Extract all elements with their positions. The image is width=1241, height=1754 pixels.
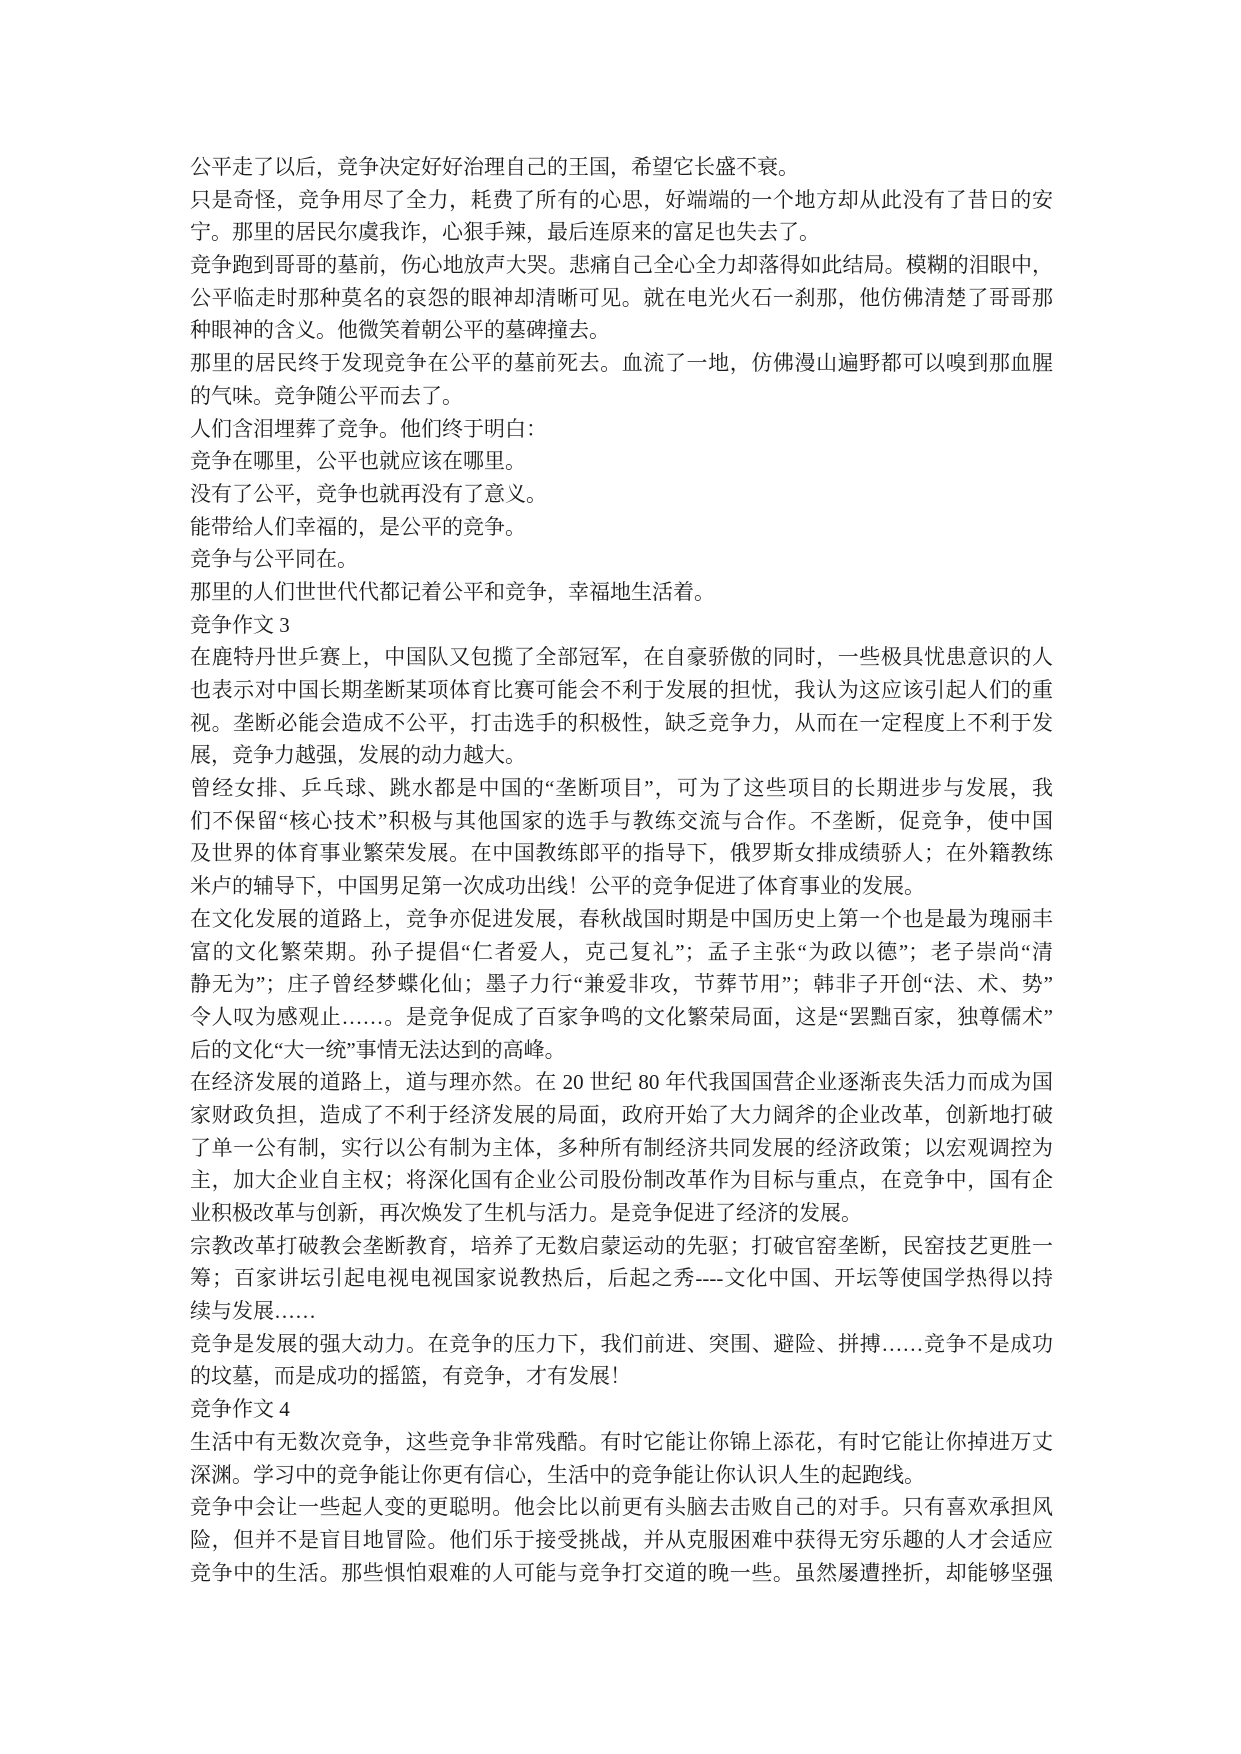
text-line: 的气味。竞争随公平而去了。 [190,383,463,408]
text-line: 视。垄断必能会造成不公平，打击选手的积极性，缺乏竞争力，从而在一定程度上不利于发 [190,710,1053,735]
text-line: 续与发展…… [190,1299,316,1324]
text-line: 及世界的体育事业繁荣发展。在中国教练郎平的指导下，俄罗斯女排成绩骄人；在外籍教练 [190,841,1053,866]
text-line: 生活中有无数次竞争，这些竞争非常残酷。有时它能让你锦上添花，有时它能让你掉进万丈 [190,1429,1053,1454]
text-line: 那里的人们世世代代都记着公平和竞争，幸福地生活着。 [190,579,715,604]
paragraph [190,249,1053,347]
text-line: 曾经女排、乒乓球、跳水都是中国的“垄断项目”，可为了这些项目的长期进步与发展，我 [190,776,1053,801]
paragraph [190,1491,1053,1589]
paragraph [190,1426,1053,1491]
paragraph [190,151,1053,184]
text-line: 竞争是发展的强大动力。在竞争的压力下，我们前进、突围、避险、拼搏……竞争不是成功 [190,1331,1053,1356]
text-line: 竞争跑到哥哥的墓前，伤心地放声大哭。悲痛自己全心全力却落得如此结局。模糊的泪眼中， [190,253,1053,278]
text-line: 竞争中的生活。那些惧怕艰难的人可能与竞争打交道的晚一些。虽然屡遭挫折，却能够坚强 [190,1560,1053,1585]
text-line: 在经济发展的道路上，道与理亦然。在 20 世纪 80 年代我国国营企业逐渐丧失活力而成为国 [190,1070,1053,1095]
text-line: 没有了公平，竞争也就再没有了意义。 [190,481,547,506]
text-line: 种眼神的含义。他微笑着朝公平的墓碑撞去。 [190,318,610,343]
text-line: 令人叹为感观止……。是竞争促成了百家争鸣的文化繁荣局面，这是“罢黜百家，独尊儒术” [190,1004,1053,1029]
text-line: 险，但并不是盲目地冒险。他们乐于接受挑战，并从克服困难中获得无穷乐趣的人才会适应 [190,1527,1053,1552]
paragraph [190,184,1053,249]
text-line: 了单一公有制，实行以公有制为主体，多种所有制经济共同发展的经济政策；以宏观调控为 [190,1135,1053,1160]
text-line: 公平走了以后，竞争决定好好治理自己的王国，希望它长盛不衰。 [190,155,799,179]
text-line: 竞争与公平同在。 [190,547,358,572]
text-line: 那里的居民终于发现竞争在公平的墓前死去。血流了一地，仿佛漫山遍野都可以嗅到那血腥 [190,351,1053,376]
paragraph [190,903,1053,1066]
paragraph [190,543,1053,576]
paragraph [190,1328,1053,1393]
text-line: 业积极改革与创新，再次焕发了生机与活力。是竞争促进了经济的发展。 [190,1201,862,1225]
text-line: 家财政负担，造成了不利于经济发展的局面，政府开始了大力阔斧的企业改革，创新地打破 [190,1102,1053,1127]
text-line: 竞争作文 4 [190,1397,290,1422]
text-line: 主，加大企业自主权；将深化国有企业公司股份制改革作为目标与重点，在竞争中，国有企 [190,1168,1053,1193]
document-body [190,151,1053,1589]
text-line: 公平临走时那种莫名的哀怨的眼神却清晰可见。就在电光火石一刹那，他仿佛清楚了哥哥那 [190,285,1053,310]
section-heading [190,609,1053,642]
text-line: 筹；百家讲坛引起电视电视国家说教热后，后起之秀----文化中国、开坛等使国学热得以持 [190,1266,1053,1291]
paragraph [190,1230,1053,1328]
text-line: 静无为”；庄子曾经梦蝶化仙；墨子力行“兼爱非攻，节葬节用”；韩非子开创“法、术、势” [190,972,1053,997]
text-line: 能带给人们幸福的，是公平的竞争。 [190,514,526,539]
paragraph [190,347,1053,412]
text-line: 后的文化“大一统”事情无法达到的高峰。 [190,1037,566,1062]
text-line: 只是奇怪，竞争用尽了全力，耗费了所有的心思，好端端的一个地方却从此没有了昔日的安 [190,187,1053,212]
text-line: 竞争作文 3 [190,612,290,637]
paragraph [190,576,1053,609]
text-line: 们不保留“核心技术”积极与其他国家的选手与教练交流与合作。不垄断，促竞争，使中国 [190,808,1053,833]
text-line: 竞争在哪里，公平也就应该在哪里。 [190,449,526,474]
paragraph [190,445,1053,478]
text-line: 宗教改革打破教会垄断教育，培养了无数启蒙运动的先驱；打破官窑垄断，民窑技艺更胜一 [190,1233,1053,1258]
text-line: 宁。那里的居民尔虞我诈，心狠手辣，最后连原来的富足也失去了。 [190,220,820,245]
paragraph [190,511,1053,544]
text-line: 人们含泪埋葬了竞争。他们终于明白： [190,416,547,441]
paragraph [190,478,1053,511]
text-line: 展，竞争力越强，发展的动力越大。 [190,743,526,768]
paragraph [190,641,1053,772]
text-line: 米卢的辅导下，中国男足第一次成功出线！公平的竞争促进了体育事业的发展。 [190,874,925,899]
text-line: 的坟墓，而是成功的摇篮，有竞争，才有发展！ [190,1364,631,1389]
paragraph [190,772,1053,903]
paragraph [190,413,1053,446]
paragraph [190,1066,1053,1229]
section-heading [190,1393,1053,1426]
text-line: 深渊。学习中的竞争能让你更有信心，生活中的竞争能让你认识人生的起跑线。 [190,1462,925,1487]
text-line: 在鹿特丹世乒赛上，中国队又包揽了全部冠军，在自豪骄傲的同时，一些极具忧患意识的人 [190,645,1053,670]
text-line: 也表示对中国长期垄断某项体育比赛可能会不利于发展的担忧，我认为这应该引起人们的重 [190,678,1053,702]
text-line: 在文化发展的道路上，竞争亦促进发展，春秋战国时期是中国历史上第一个也是最为瑰丽丰 [190,906,1053,931]
text-line: 竞争中会让一些起人变的更聪明。他会比以前更有头脑去击败自己的对手。只有喜欢承担风 [190,1495,1053,1520]
text-line: 富的文化繁荣期。孙子提倡“仁者爱人，克己复礼”；孟子主张“为政以德”；老子崇尚“清 [190,939,1053,964]
